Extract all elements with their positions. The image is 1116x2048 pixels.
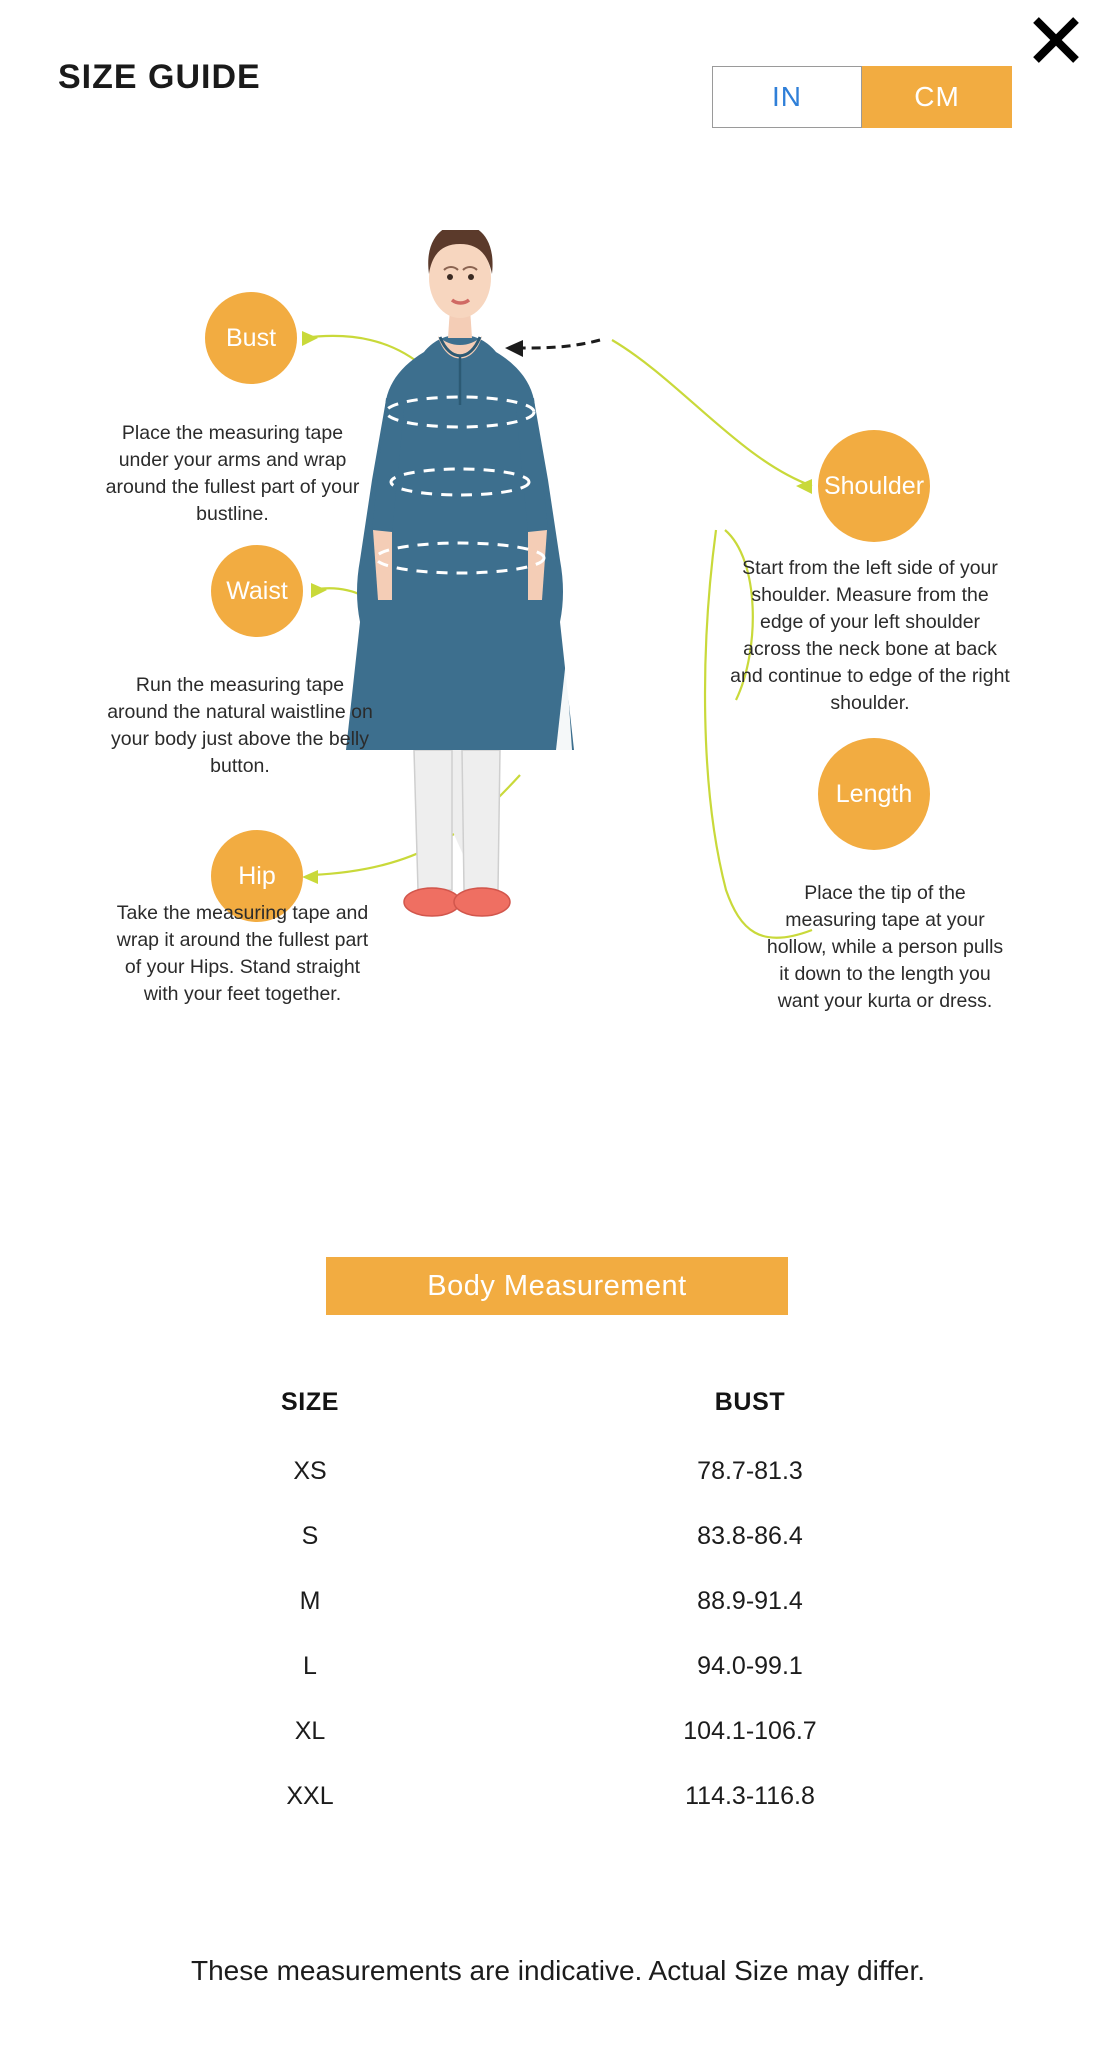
table-row	[120, 1699, 1000, 1764]
callout-length: Length	[818, 738, 930, 850]
table-row	[120, 1439, 1000, 1504]
cell-bust: 104.1-106.7	[683, 1717, 817, 1745]
close-icon[interactable]	[1028, 12, 1084, 68]
description-bust: Place the measuring tape under your arms and wrap around the fullest part of your bustline.	[105, 422, 360, 525]
cell-size: XS	[293, 1457, 327, 1485]
cell-bust: 114.3-116.8	[685, 1782, 815, 1810]
callout-waist: Waist	[211, 545, 303, 637]
cell-size: XXL	[286, 1782, 334, 1810]
unit-toggle[interactable]	[712, 66, 1012, 128]
column-header-size: SIZE	[281, 1388, 339, 1416]
table-row	[120, 1504, 1000, 1569]
cell-size: M	[299, 1587, 321, 1615]
column-header-bust: BUST	[714, 1388, 786, 1416]
page-title: SIZE GUIDE	[58, 58, 261, 96]
cell-bust: 88.9-91.4	[697, 1587, 803, 1615]
cell-bust: 94.0-99.1	[697, 1652, 803, 1680]
cell-bust: 83.8-86.4	[697, 1522, 803, 1550]
description-length: Place the tip of the measuring tape at your hollow, while a person pulls it down to the length you want your kurta or dress.	[766, 882, 1004, 1012]
description-waist: Run the measuring tape around the natural waistline on your body just above the belly button.	[107, 674, 373, 777]
table-row	[120, 1764, 1000, 1829]
unit-option-in[interactable]: IN	[712, 66, 862, 128]
table-row	[120, 1569, 1000, 1634]
cell-size: S	[301, 1522, 319, 1550]
description-hip: Take the measuring tape and wrap it around the fullest part of your Hips. Stand straight with your feet together.	[116, 902, 369, 1005]
size-table	[120, 1370, 1000, 1829]
table-row	[120, 1634, 1000, 1699]
body-diagram	[0, 230, 1116, 1220]
cell-size: L	[303, 1652, 317, 1680]
cell-bust: 78.7-81.3	[697, 1457, 803, 1485]
callout-shoulder: Shoulder	[818, 430, 930, 542]
footnote: These measurements are indicative. Actual Size may differ.	[190, 1955, 926, 1986]
description-shoulder: Start from the left side of your shoulder. Measure from the edge of your left shoulder across the neck bone at back and continue to edge of the right shoulder.	[730, 557, 1010, 714]
callout-bust: Bust	[205, 292, 297, 384]
cell-size: XL	[294, 1717, 326, 1745]
body-measurement-banner: Body Measurement	[326, 1257, 788, 1315]
callout-hip: Hip	[211, 830, 303, 922]
unit-option-cm[interactable]: CM	[862, 66, 1012, 128]
table-header-row	[120, 1370, 1000, 1439]
